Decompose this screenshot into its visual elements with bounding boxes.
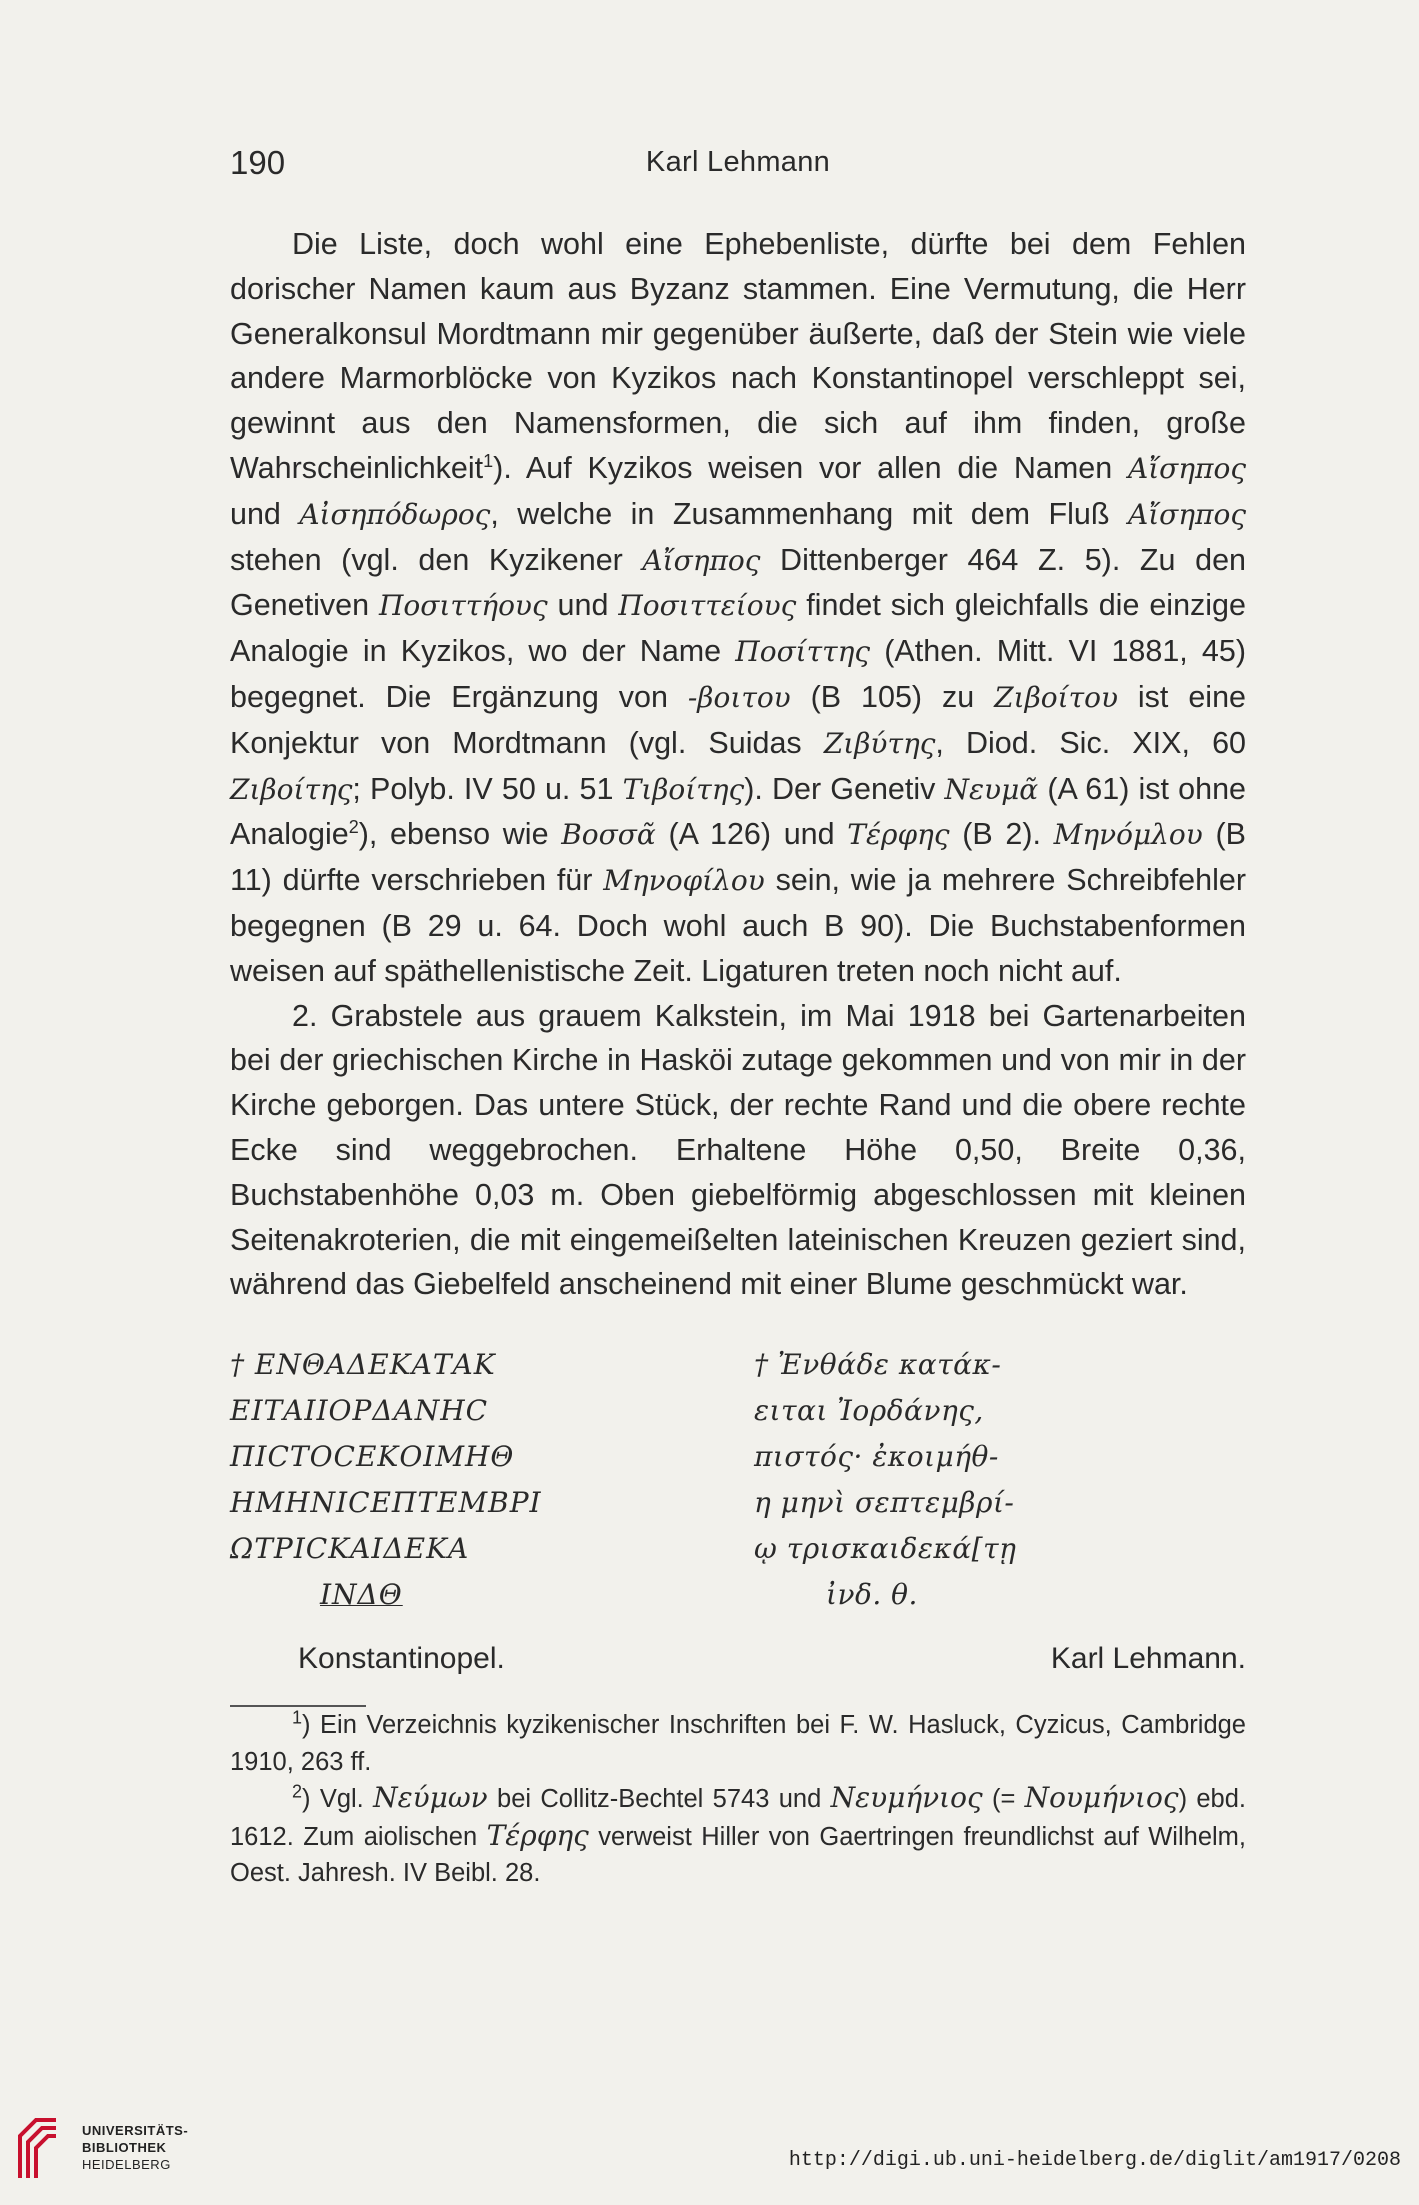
inscription-line: † ΕΝΘΑΔΕΚΑΤΑΚ <box>230 1348 496 1381</box>
inscription-line: ΠΙCΤΟCΕΚΟΙΜΗΘ <box>230 1440 515 1473</box>
footnote-1 <box>230 1707 1246 1780</box>
paragraph-2: 2. Grabstele aus grauem Kalkstein, im Mai 1918 bei Gartenarbeiten bei der griechischen Kirche in Hasköi zutage gekommen und von mir in der Kirche geborgen. Das untere Stück, der rechte Rand und die obere rechte Ecke sind weggebrochen. Erhaltene Höhe 0,50, Breite 0,36, Buchstabenhöhe 0,03 m. Oben giebelförmig abgeschlossen mit kleinen Seitenakroterien, die mit eingemeißelten lateinischen Kreuzen geziert sind, während das Giebelfeld anscheinend mit einer Blume geschmückt war. <box>230 998 1246 1302</box>
greek-term: Νουμήνιος <box>1024 1781 1179 1814</box>
transcription-line: ειται Ἰορδάνης, <box>754 1394 984 1427</box>
greek-term: Τέρφης <box>486 1818 589 1852</box>
greek-term: Αἴσηπος <box>642 543 761 577</box>
text-run: ) ebd. 1612. Zum aiolischen <box>230 1785 1247 1851</box>
source-url-link[interactable]: http://digi.ub.uni-heidelberg.de/diglit/am1917/0208 <box>788 2149 1401 2172</box>
text-run: (B 11) dürfte verschrieben für <box>230 817 1246 898</box>
footnote-2 <box>230 1780 1246 1892</box>
greek-term: Νευμᾶ <box>944 772 1039 806</box>
text-run: sein, wie ja mehrere Schreibfehler begegnen (B 29 u. 64. Doch wohl auch B 90). Die Buchstabenformen weisen auf späthellenistische Zeit. Ligaturen treten noch nicht auf. <box>230 863 1246 988</box>
greek-term: Τιβοίτης <box>622 772 745 806</box>
text-run: , welche in Zusammenhang mit dem Fluß <box>490 496 1128 531</box>
greek-term: Ποσιττήους <box>378 589 548 623</box>
text-run: ), ebenso wie <box>358 817 562 852</box>
greek-term: Βοσσᾶ <box>561 818 656 852</box>
greek-term: Ποσιττείους <box>618 589 797 623</box>
text-run: und <box>230 496 300 531</box>
greek-term: Ποσίττης <box>735 635 871 669</box>
running-head: Karl Lehmann <box>645 146 831 178</box>
text-run: findet sich gleichfalls die einzige Analogie in Kyzikos, wo der Name <box>230 588 1246 669</box>
inscription-line: ΙΝΔΘ <box>320 1578 403 1611</box>
transcription-line: † Ἐνθάδε κατάκ- <box>754 1348 1002 1381</box>
inscription <box>230 1342 1246 1611</box>
text-run: und <box>547 588 619 623</box>
greek-term: Μηνόμλου <box>1053 818 1203 852</box>
text-run: Dittenberger 464 Z. 5). Zu den Genetiven <box>230 542 1246 623</box>
text-run: ist eine Konjektur von Mordtmann (vgl. Suidas <box>230 679 1246 760</box>
inscription-line: ΕΙΤΑΙΙΟΡΔΑΝΗC <box>230 1394 489 1427</box>
footnotes <box>230 1707 1246 1892</box>
text-run: ). Auf Kyzikos weisen vor allen die Namen <box>493 450 1128 485</box>
library-name-line: HEIDELBERG <box>82 2157 171 2172</box>
text-run: ; Polyb. IV 50 u. 51 <box>352 771 623 806</box>
page-number: 190 <box>230 144 286 181</box>
footnote-ref-1: 1 <box>483 450 494 471</box>
text-run: (A 61) ist ohne Analogie <box>230 771 1246 852</box>
text-run: (Athen. Mitt. VI 1881, 45) begegnet. Die Ergänzung von <box>230 634 1246 714</box>
library-name-line: UNIVERSITÄTS- <box>82 2123 189 2138</box>
text-run: (B 2). <box>949 817 1054 852</box>
author-signature: Karl Lehmann. <box>1050 1642 1246 1675</box>
inscription-line: ΗΜΗΝΙCΕΠΤΕΜΒΡΙ <box>230 1486 542 1519</box>
greek-term: Ζιβοίτου <box>994 680 1118 714</box>
greek-term: Αἰσηπόδωρος <box>299 497 491 531</box>
transcription-line: ἰνδ. θ. <box>826 1578 918 1611</box>
place: Konstantinopel. <box>298 1642 505 1675</box>
greek-term: Αἴσηπος <box>1127 497 1246 531</box>
paragraph-1 <box>230 222 1246 994</box>
text-run: ) Vgl. <box>302 1785 374 1813</box>
transcription-line: πιστός· ἐκοιμήθ- <box>754 1440 999 1473</box>
footnote-ref-2: 2 <box>348 817 359 838</box>
inscription-majuscule <box>230 1342 700 1618</box>
greek-term: Αἴσηπος <box>1127 451 1246 485</box>
library-name <box>82 2122 188 2173</box>
closing <box>230 1642 1246 1682</box>
footnote-mark: 1 <box>292 1707 303 1728</box>
text-run: stehen (vgl. den Kyzikener <box>230 542 643 577</box>
library-name-line: BIBLIOTHEK <box>82 2140 167 2155</box>
greek-term: Ζιβύτης <box>823 726 936 760</box>
greek-term: Ζιβοίτης <box>230 772 353 806</box>
text-run: ) Ein Verzeichnis kyzikenischer Inschriften bei F. W. Hasluck, Cyzicus, Cambridge 1910, 263 ff. <box>230 1711 1246 1776</box>
text-run: Die Liste, doch wohl eine Ephebenliste, dürfte bei dem Fehlen dorischer Namen kaum aus Byzanz stammen. Eine Vermutung, die Herr Generalkonsul Mordtmann mir gegenüber äußerte, daß der Stein wie viele andere Marmorblöcke von Kyzikos nach Konstantinopel verschleppt sei, gewinnt aus den Namensformen, die sich auf ihm finden, große Wahrscheinlichkeit <box>230 227 1246 485</box>
text-run: (A 126) und <box>655 817 848 852</box>
text-run: ). Der Genetiv <box>744 771 945 806</box>
body-text <box>230 222 1246 1307</box>
text-run: , Diod. Sic. XIX, 60 <box>935 725 1246 760</box>
transcription-line: ῳ τρισκαιδεκά[τῃ <box>754 1532 1017 1565</box>
greek-term: Τέρφης <box>847 818 950 852</box>
library-logo[interactable] <box>16 2112 216 2192</box>
greek-term: Νεύμων <box>373 1781 488 1814</box>
greek-term: Νευμήνιος <box>830 1781 983 1814</box>
inscription-line: ΩΤΡΙCΚΑΙΔΕΚΑ <box>230 1532 470 1565</box>
library-logo-icon <box>16 2112 62 2182</box>
page-header <box>230 144 1246 184</box>
text-run: verweist Hiller von Gaertringen freundlichst auf Wilhelm, Oest. Jahresh. IV Beibl. 28. <box>230 1822 1246 1887</box>
text-run: bei Collitz-Bechtel 5743 und <box>487 1785 831 1813</box>
transcription-line: η μηνὶ σεπτεμβρί- <box>754 1486 1015 1519</box>
footnote-mark: 2 <box>292 1781 303 1802</box>
inscription-transcription <box>754 1342 1234 1618</box>
greek-term: Μηνοφίλου <box>603 864 765 898</box>
text-run: (= <box>982 1785 1025 1813</box>
greek-term: -βοιτου <box>687 680 791 714</box>
text-run: (B 105) zu <box>790 679 995 714</box>
